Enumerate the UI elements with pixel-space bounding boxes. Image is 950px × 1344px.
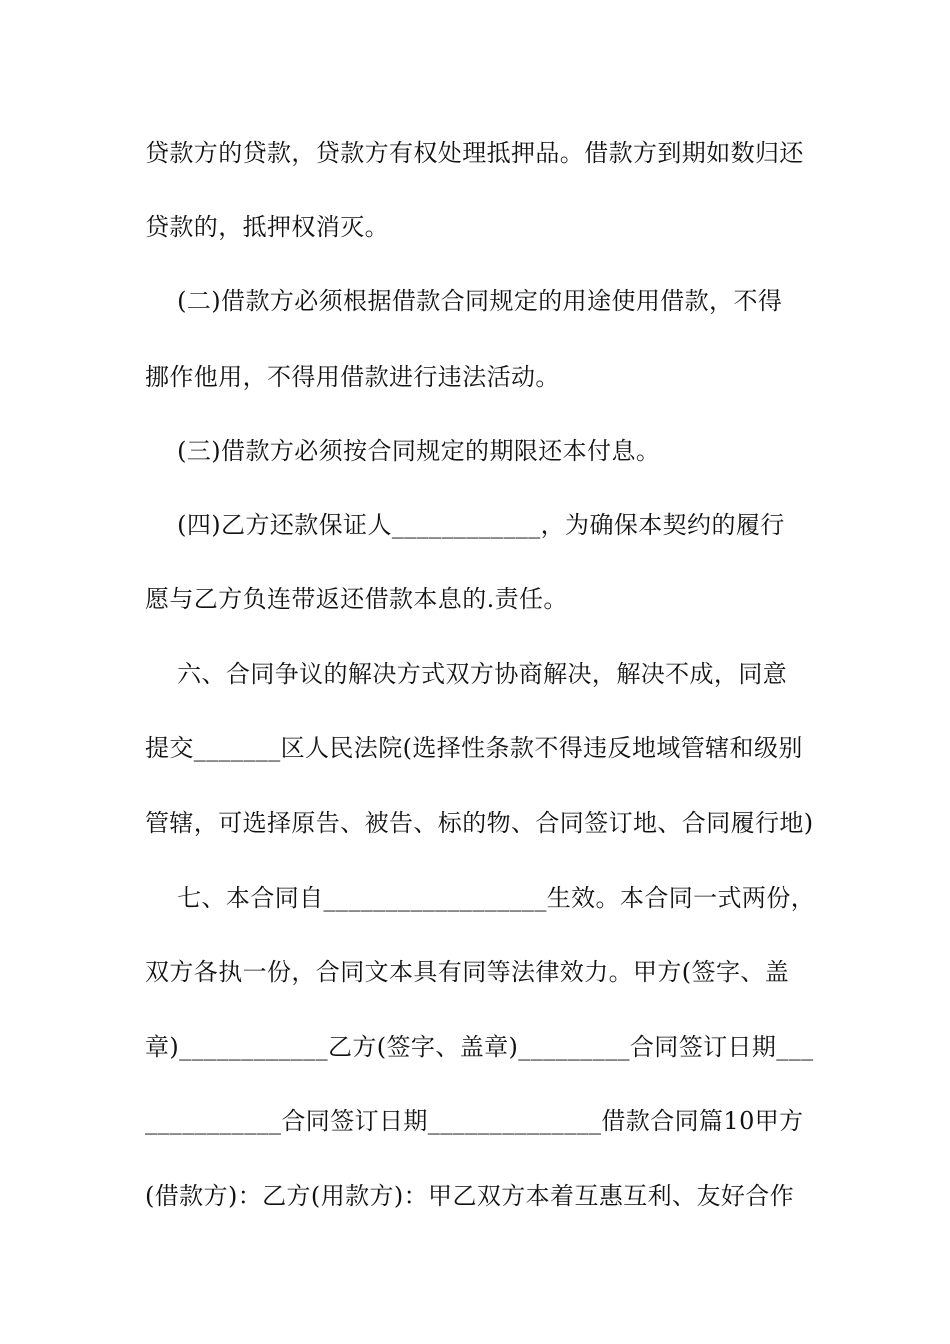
text-line: ___________合同签订日期______________借款合同篇10甲方 [145, 1107, 804, 1135]
text-line: 提交_______区人民法院(选择性条款不得违反地域管辖和级别 [145, 734, 803, 762]
text-line: 双方各执一份，合同文本具有同等法律效力。甲方(签字、盖 [145, 958, 790, 986]
text-line: (三)借款方必须按合同规定的期限还本付息。 [145, 437, 661, 465]
text-line: 愿与乙方负连带返还借款本息的.责任。 [145, 585, 568, 613]
text-line: 六、合同争议的解决方式双方协商解决，解决不成，同意 [145, 660, 788, 688]
text-line: (借款方)：乙方(用款方)：甲乙双方本着互惠互利、友好合作 [145, 1182, 795, 1210]
text-line: 挪作他用，不得用借款进行违法活动。 [145, 363, 560, 391]
text-line: 贷款的，抵押权消灭。 [145, 213, 389, 241]
text-line: 七、本合同自__________________生效。本合同一式两份， [145, 884, 816, 912]
text-line: 章)____________乙方(签字、盖章)_________合同签订日期___ [145, 1033, 814, 1061]
text-line: 贷款方的贷款，贷款方有权处理抵押品。借款方到期如数归还 [145, 139, 804, 167]
text-line: 管辖，可选择原告、被告、标的物、合同签订地、合同履行地) [145, 809, 814, 837]
text-line: (四)乙方还款保证人____________，为确保本契约的履行 [145, 511, 785, 539]
text-line: (二)借款方必须根据借款合同规定的用途使用借款，不得 [145, 287, 783, 315]
